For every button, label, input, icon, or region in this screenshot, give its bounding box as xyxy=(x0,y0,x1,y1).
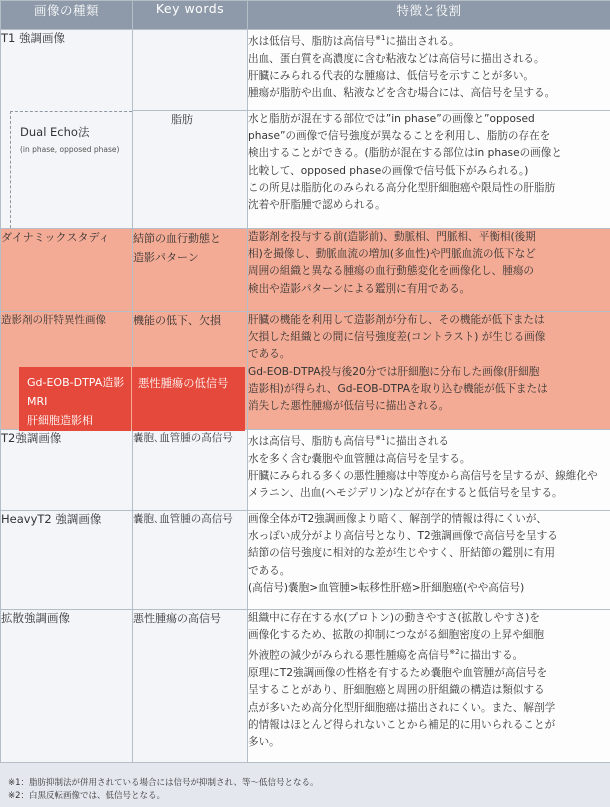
footnote-1: ※1：脂肪抑制法が併用されている場合には信号が抑制され、等〜低信号となる。 xyxy=(8,778,319,788)
header-features: 特徴と役割 xyxy=(248,1,610,30)
dual-sub: (in phase, opposed phase) xyxy=(20,144,120,154)
t2-keywords: 嚢胞､血管腫の高信号 xyxy=(133,430,248,511)
header-row xyxy=(1,1,610,30)
t1-desc: 水は低信号、脂肪は高信号$^{※1}$に描出される。 出血、蛋白質を高濃度に含む粘液などは高信号に描出される。 肝臓にみられる代表的な腫瘍は、低信号を示すことが多い。 腫瘍が脂肪や出血、粘液などを含む場合には、高信号を呈する。 xyxy=(248,30,610,111)
gd-eob-subtype: Gd-EOB-DTPA造影MRI 肝細胞造影相 xyxy=(19,367,131,431)
liver-keywords: 機能の低下、欠損 xyxy=(133,312,248,430)
row-t2 xyxy=(1,430,610,511)
dwi-keywords: 悪性腫瘍の高信号 xyxy=(133,610,248,763)
dynamic-desc: 造影剤を投与する前(造影前)、動脈相、門脈相、平衡相(後期 相)を撮像し、動脈血流の増加(多血性)や門脈血流の低下など 周囲の組織と異なる腫瘍の血行動態変化を画像化し、腫瘍の 検出や造影パターンによる鑑別に有用である。 xyxy=(248,229,610,312)
row-dynamic xyxy=(1,229,610,312)
heavy-keywords: 嚢胞､血管腫の高信号 xyxy=(133,511,248,610)
t1-keywords xyxy=(133,30,248,111)
dual-type: Dual Echo法 xyxy=(20,124,90,139)
row-dual-echo xyxy=(1,111,610,229)
row-dwi xyxy=(1,610,610,763)
dwi-desc: 組織中に存在する水(プロトン)の動きやすさ(拡散しやすさ)を 画像化するため、拡散の抑制につながる細胞密度の上昇や細胞 外液腔の減少がみられる悪性腫瘍を高信号$^{※2}$に描出する。 原理にT2強調画像の性格を有するため嚢胞や血管腫が高信号を 呈することがあり、肝細胞癌と周囲の肝組織の構造は類似する 点が多いため高分化型肝細胞癌は描出されにくい。また、解剖学 的情報はほとんど得られないことから補足的に用いられることが 多い。 xyxy=(248,610,610,763)
t2-type: T2強調画像 xyxy=(1,430,133,511)
liver-type: 造影剤の肝特異性画像 xyxy=(1,312,133,430)
row-heavy-t2 xyxy=(1,511,610,610)
heavy-desc: 画像全体がT2強調画像より暗く、解剖学的情報は得にくいが、 水っぽい成分がより高信号となり、T2強調画像で高信号を呈する 結節の信号強度に相対的な差が生じやすく、肝結節の鑑別に有用 である。 (高信号)嚢胞>血管腫>転移性肝癌>肝細胞癌(やや高信号) xyxy=(248,511,610,610)
liver-desc: 肝臓の機能を利用して造影剤が分布し、その機能が低下または 欠損した組織との間に信号強度差(コントラスト) が生じる画像 である。 Gd-EOB-DTPA投与後20分では肝細胞に分布した画像(肝細胞 造影相)が得られ、Gd-EOB-DTPAを取り込む機能が低下または 消失した悪性腫瘍が低信号に描出される。 xyxy=(248,312,610,430)
dual-keywords: 脂肪 xyxy=(133,111,248,229)
footnote-2: ※2：白黒反転画像では、低信号となる。 xyxy=(8,791,166,801)
row-t1 xyxy=(1,30,610,111)
dual-type-cell xyxy=(1,111,133,229)
dwi-type: 拡散強調画像 xyxy=(1,610,133,763)
dual-desc: 水と脂肪が混在する部位では”in phase”の画像と”opposed phase”の画像で信号強度が異なることを利用し、脂肪の存在を 検出することができる。(脂肪が混在する部位はin phaseの画像と 比較して、opposed phaseの画像で信号低下がみられる。) この所見は脂肪化のみられる高分化型肝細胞癌や限局性の肝脂肪 沈着や肝脂腫で認められる。 xyxy=(248,111,610,229)
footnotes xyxy=(8,777,319,803)
t2-desc: 水は高信号、脂肪も高信号$^{※1}$に描出される 水を多く含む嚢胞や血管腫は高信号を呈する。 肝臓にみられる多くの悪性腫瘍は中等度から高信号を呈するが、線維化や メラニン、出血(ヘモジデリン)などが存在すると低信号を呈する。 xyxy=(248,430,610,511)
t1-type: T1 強調画像 xyxy=(1,30,133,111)
header-keywords: Key words xyxy=(133,1,248,30)
dynamic-type: ダイナミックスタディ xyxy=(1,229,133,312)
dynamic-keywords: 結節の血行動態と 造影パターン xyxy=(133,229,248,312)
gd-eob-keywords: 悪性腫瘍の低信号 xyxy=(132,367,245,431)
heavy-type: HeavyT2 強調画像 xyxy=(1,511,133,610)
header-image-type: 画像の種類 xyxy=(1,1,133,30)
